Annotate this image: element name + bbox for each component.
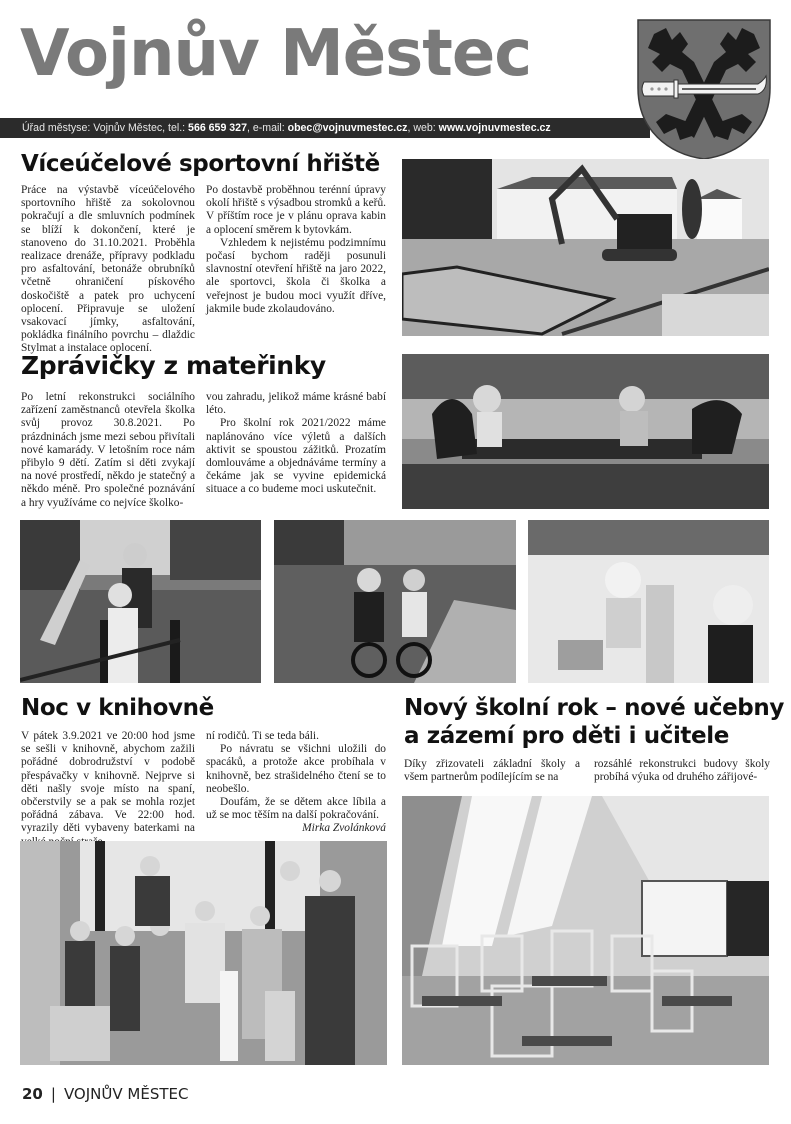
article-title-kindergarten: Zprávičky z mateřinky [21,351,326,380]
masthead-title: Vojnův Městec [20,17,532,91]
photo-classroom [402,796,769,1065]
article-title-library-night: Noc v knihovně [21,695,214,721]
photo-children-seesaw [402,354,769,509]
contact-phone: 566 659 327 [188,122,247,134]
publication-name: VOJNŮV MĚSTEC [63,1085,189,1103]
article-kindergarten-col2 [206,391,386,497]
article-school-col1 [404,758,580,784]
article-title-school-year-line1: Nový školní rok – nové učebny [404,695,784,721]
photo-construction-site [402,159,769,336]
page-number: 20 [22,1085,43,1103]
coat-of-arms-icon [636,18,772,160]
footer-separator: | [50,1085,56,1103]
paragraph: Po letní rekonstrukci sociálního zařízení zaměstnanců otevřela školka svůj provoz 30.8.2021. Po prázdninách jsme mezi sebou přivítali nové kamarády. V letošním roce nám přibylo 9 dětí. Zatím si děti zvykají na nové prostředí, někdo je statečný a někdo méně. Pro společné poznávání a hry využíváme co nejvíce školko- [21,391,195,509]
photo-sandbox [528,520,769,683]
page-footer [22,1085,188,1103]
paragraph: V pátek 3.9.2021 ve 20:00 hod jsme se sešli v knihovně, abychom zažili pořádné dobrodružství v podobě přespávačky v knihovně. Nejprve si děti našly svoje místo na spaní, občerstvily se a pak se mohla rozjet pořádná zábava. Ve 22:00 hod. vyrazily děti vybaveny baterkami na [21,730,195,835]
contact-bar [0,118,650,138]
author-signature: Mirka Zvolánková [302,822,386,835]
article-library-col2 [206,730,386,836]
article-library-col1 [21,730,195,849]
photo-playground [20,520,261,683]
paragraph: Pro školní rok 2021/2022 máme naplánováno více výletů a dalších aktivit se spoustou zážitků. Prozatím domlouváme a objednáváme termíny a čekáme jak se vyvine epidemická situace a co budeme moci uskutečnit. [206,417,386,496]
photo-balance-bikes [274,520,516,683]
article-kindergarten-col1 [21,391,195,510]
paragraph: Díky zřizovateli základní školy a všem partnerům podílejícím se na [404,758,580,784]
paragraph: rozsáhlé rekonstrukci budovy školy probíhá výuka od druhého zářijové- [594,758,770,784]
paragraph: ní rodičů. Ti se teda báli. [206,730,319,742]
contact-web-label: , web: [407,122,439,134]
paragraph: Vzhledem k nejistému podzimnímu počasí bychom raději posunuli slavnostní otevření hřiště na jaro 2022, ale sportovci, škola či školka a veřejnost je budou moci využít dříve, jakmile bude zkolaudováno. [206,236,386,315]
contact-prefix: Úřad městyse: Vojnův Městec, tel.: [22,122,189,134]
contact-email-label: , e-mail: [246,122,288,134]
article-title-sports-field: Víceúčelové sportovní hřiště [21,151,380,177]
contact-email[interactable]: obec@vojnuvmestec.cz [287,122,408,134]
article-sports-col1 [21,184,195,356]
article-school-col2 [594,758,770,784]
paragraph: Doufám, že se dětem akce líbila a už se moc těším na další pokračování. [206,796,386,822]
photo-library-group [20,841,387,1065]
paragraph: Po návratu se všichni uložili do spacáků, a protože akce probíhala v knihovně, bez strašidelného čtení se to neobešlo. [206,743,386,795]
article-sports-col2 [206,184,386,316]
contact-web[interactable]: www.vojnuvmestec.cz [438,122,551,134]
paragraph: Po dostavbě proběhnou terénní úpravy okolí hřiště s výsadbou stromků a keřů. V příštím roce je v plánu oprava kabin a oplocení směrem k bytovkám. [206,184,386,236]
paragraph: vou zahradu, jelikož máme krásné babí léto. [206,391,386,417]
paragraph: Práce na výstavbě víceúčelového sportovního hřiště za sokolovnou pokračují a dle smluvních podmínek se blíží k dokončení, které je stanoveno do 31.10.2021. Proběhla realizace drenáže, přípravy podkladu pro asfaltování, betonáže obrubníků včetně ohraničení pískového doskočiště a patek pro uchycení oplocení. Připravuje se uložení vsakovací jímky, asfaltování, pokládka finálního povrchu – dlaždic Stylmat a instalace oplocení. [21,184,195,355]
article-title-school-year-line2: a zázemí pro děti i učitele [404,723,729,749]
